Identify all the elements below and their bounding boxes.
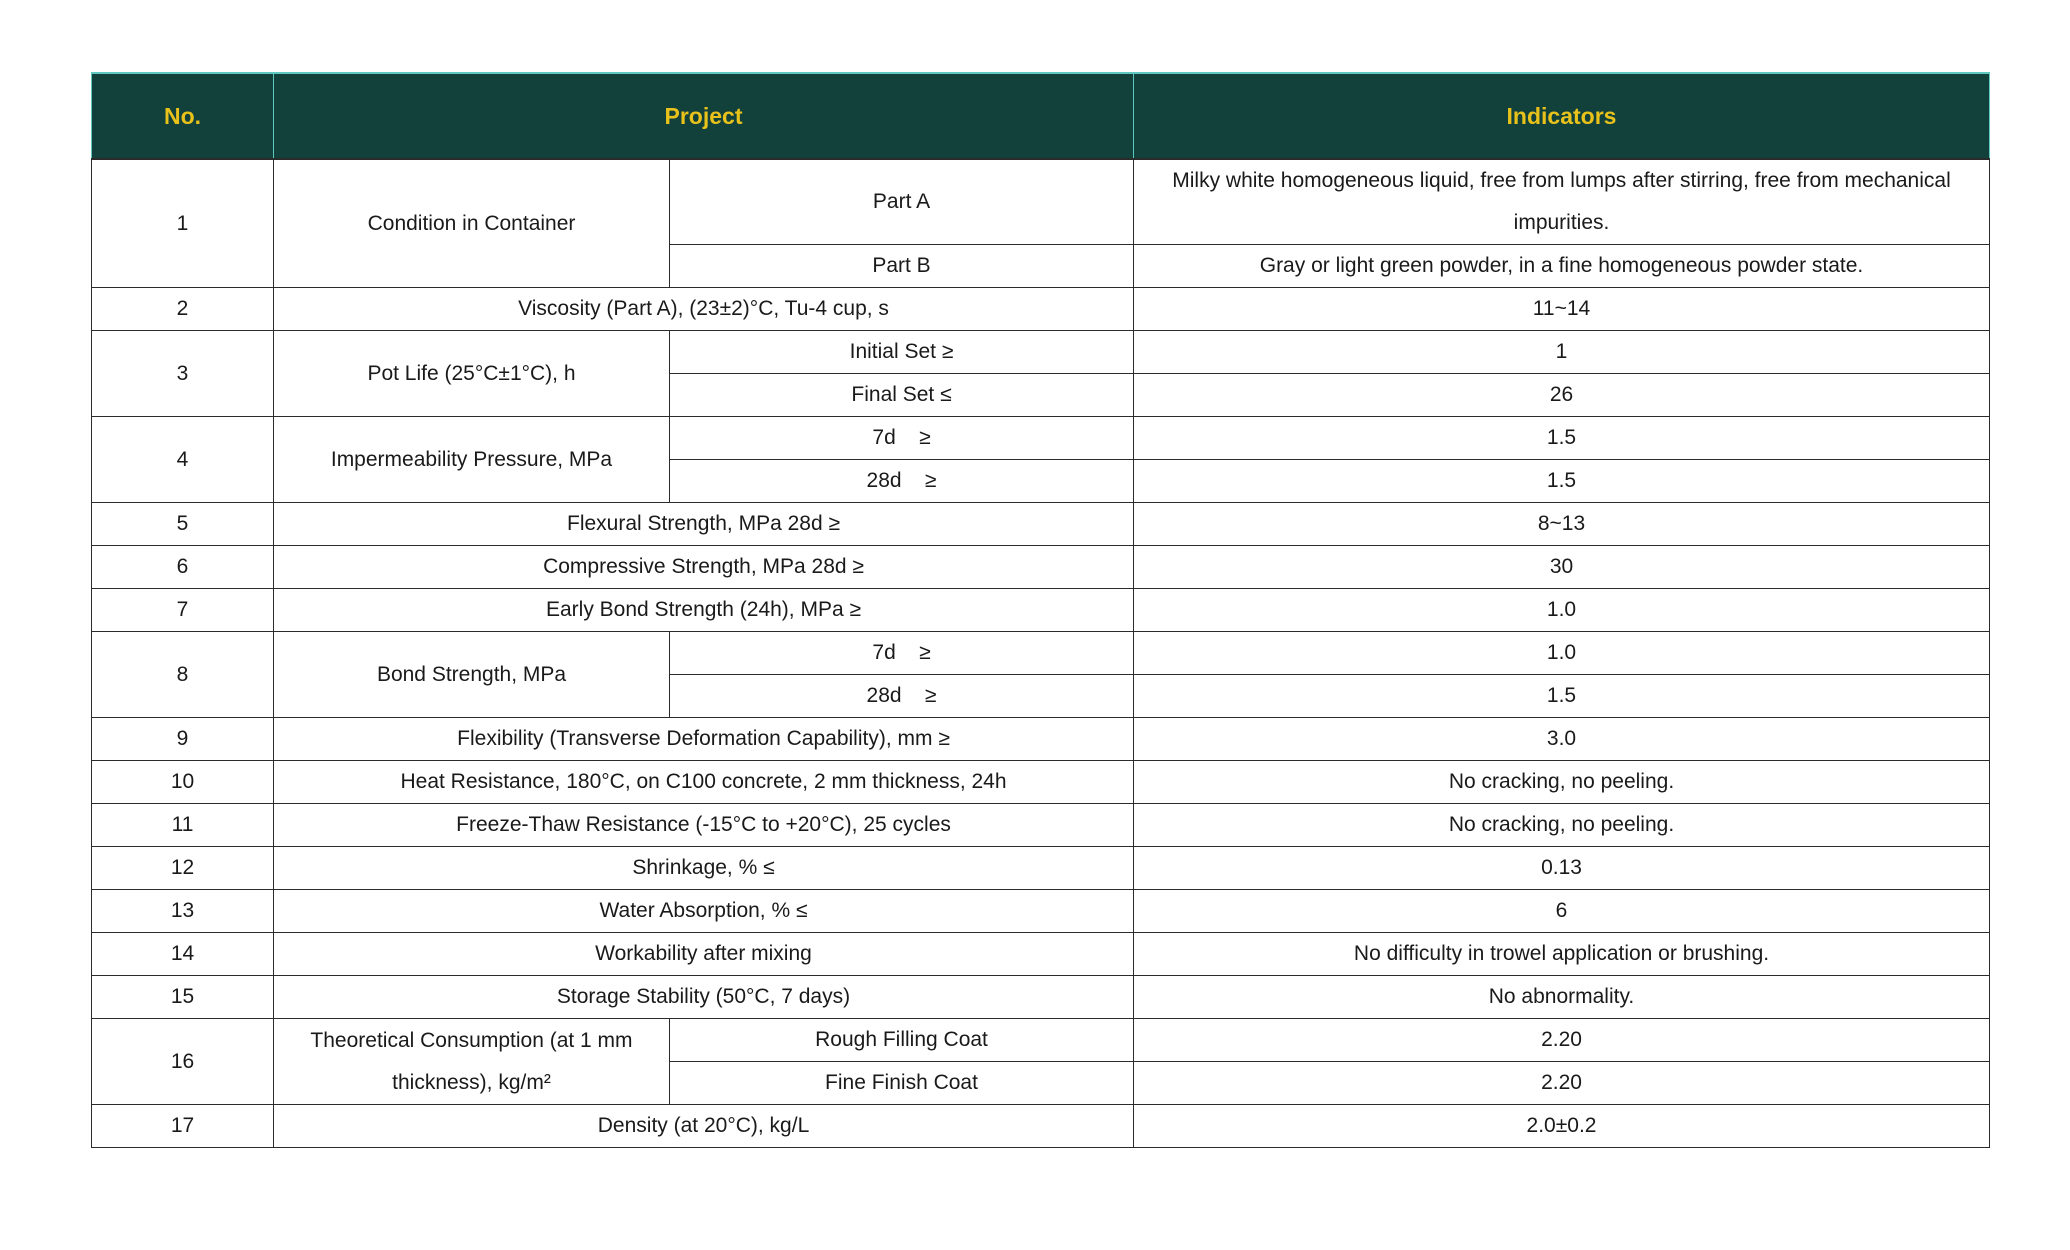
table-row	[92, 933, 1990, 976]
row-indicator: Milky white homogeneous liquid, free from lumps after stirring, free from mechanical impurities.	[1134, 159, 1990, 245]
table-row	[92, 718, 1990, 761]
row-project: Shrinkage, % ≤	[274, 847, 1134, 890]
header-no: No.	[92, 73, 274, 159]
row-indicator: 6	[1134, 890, 1990, 933]
table-row	[92, 890, 1990, 933]
row-no: 17	[92, 1105, 274, 1148]
row-indicator: 2.0±0.2	[1134, 1105, 1990, 1148]
row-sub-item: 28d ≥	[670, 675, 1134, 718]
row-indicator: No difficulty in trowel application or brushing.	[1134, 933, 1990, 976]
table-row	[92, 847, 1990, 890]
table-row	[92, 331, 1990, 374]
row-indicator: 1.5	[1134, 675, 1990, 718]
row-no: 15	[92, 976, 274, 1019]
row-sub-item: 7d ≥	[670, 632, 1134, 675]
header-indicators: Indicators	[1134, 73, 1990, 159]
table-row	[92, 761, 1990, 804]
table-row	[92, 417, 1990, 460]
row-no: 2	[92, 288, 274, 331]
spec-table	[91, 72, 1990, 1148]
row-indicator: 26	[1134, 374, 1990, 417]
row-project: Water Absorption, % ≤	[274, 890, 1134, 933]
row-no: 4	[92, 417, 274, 503]
header-project: Project	[274, 73, 1134, 159]
row-no: 12	[92, 847, 274, 890]
row-indicator: No abnormality.	[1134, 976, 1990, 1019]
row-no: 6	[92, 546, 274, 589]
table-row	[92, 159, 1990, 245]
row-sub-item: 28d ≥	[670, 460, 1134, 503]
table-row	[92, 1105, 1990, 1148]
header-row	[92, 73, 1990, 159]
row-indicator: 2.20	[1134, 1019, 1990, 1062]
row-project: Workability after mixing	[274, 933, 1134, 976]
table-row	[92, 288, 1990, 331]
row-no: 7	[92, 589, 274, 632]
row-sub-item: Initial Set ≥	[670, 331, 1134, 374]
row-indicator: 8~13	[1134, 503, 1990, 546]
row-indicator: 1.5	[1134, 460, 1990, 503]
row-project: Pot Life (25°C±1°C), h	[274, 331, 670, 417]
row-project: Storage Stability (50°C, 7 days)	[274, 976, 1134, 1019]
row-project: Condition in Container	[274, 159, 670, 288]
row-sub-item: Part B	[670, 245, 1134, 288]
row-project: Freeze-Thaw Resistance (-15°C to +20°C), 25 cycles	[274, 804, 1134, 847]
row-project: Impermeability Pressure, MPa	[274, 417, 670, 503]
row-sub-item: Fine Finish Coat	[670, 1062, 1134, 1105]
table-row	[92, 589, 1990, 632]
row-sub-item: 7d ≥	[670, 417, 1134, 460]
row-indicator: 3.0	[1134, 718, 1990, 761]
row-project: Flexibility (Transverse Deformation Capability), mm ≥	[274, 718, 1134, 761]
row-indicator: 0.13	[1134, 847, 1990, 890]
row-no: 16	[92, 1019, 274, 1105]
row-no: 13	[92, 890, 274, 933]
table-row	[92, 632, 1990, 675]
table-row	[92, 1019, 1990, 1062]
row-indicator: No cracking, no peeling.	[1134, 804, 1990, 847]
row-no: 9	[92, 718, 274, 761]
row-no: 5	[92, 503, 274, 546]
row-project: Flexural Strength, MPa 28d ≥	[274, 503, 1134, 546]
row-no: 11	[92, 804, 274, 847]
row-indicator: No cracking, no peeling.	[1134, 761, 1990, 804]
row-project: Heat Resistance, 180°C, on C100 concrete, 2 mm thickness, 24h	[274, 761, 1134, 804]
row-sub-item: Part A	[670, 159, 1134, 245]
row-indicator: 2.20	[1134, 1062, 1990, 1105]
row-sub-item: Rough Filling Coat	[670, 1019, 1134, 1062]
row-no: 14	[92, 933, 274, 976]
row-no: 8	[92, 632, 274, 718]
row-project: Early Bond Strength (24h), MPa ≥	[274, 589, 1134, 632]
row-indicator: 1.0	[1134, 589, 1990, 632]
row-project: Viscosity (Part A), (23±2)°C, Tu-4 cup, s	[274, 288, 1134, 331]
row-indicator: 30	[1134, 546, 1990, 589]
row-project: Density (at 20°C), kg/L	[274, 1105, 1134, 1148]
row-no: 10	[92, 761, 274, 804]
table-row	[92, 976, 1990, 1019]
table-body	[92, 159, 1990, 1148]
row-no: 1	[92, 159, 274, 288]
table-row	[92, 503, 1990, 546]
row-project: Theoretical Consumption (at 1 mm thickness), kg/m²	[274, 1019, 670, 1105]
row-indicator: 11~14	[1134, 288, 1990, 331]
row-project: Compressive Strength, MPa 28d ≥	[274, 546, 1134, 589]
row-indicator: 1.0	[1134, 632, 1990, 675]
row-indicator: Gray or light green powder, in a fine homogeneous powder state.	[1134, 245, 1990, 288]
table-header	[92, 73, 1990, 159]
row-sub-item: Final Set ≤	[670, 374, 1134, 417]
row-indicator: 1.5	[1134, 417, 1990, 460]
row-no: 3	[92, 331, 274, 417]
table-row	[92, 804, 1990, 847]
row-indicator: 1	[1134, 331, 1990, 374]
row-project: Bond Strength, MPa	[274, 632, 670, 718]
table-row	[92, 546, 1990, 589]
